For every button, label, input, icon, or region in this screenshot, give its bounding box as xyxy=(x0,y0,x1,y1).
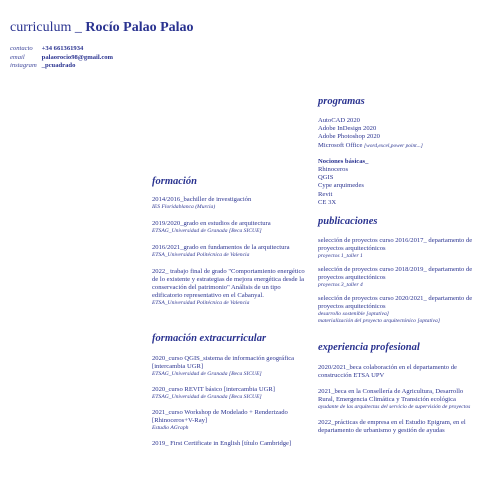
entry-title: 2019/2020_grado en estudios de arquitectura xyxy=(152,220,271,227)
contact-row-phone xyxy=(10,45,113,54)
entry-place: ETSA_Universidad Politécnica de Valencia xyxy=(152,252,250,258)
publicaciones-section xyxy=(318,216,476,325)
entry-title: 2020_curso QGIS_sistema de información geográfica [intercambia UGR] xyxy=(152,355,295,370)
programas-heading: programas xyxy=(318,96,365,107)
entry-place: IES Floridablanca (Murcia) xyxy=(152,204,216,210)
entry-title: 2016/2021_grado en fundamentos de la arquitectura xyxy=(152,244,290,251)
publicaciones-heading: publicaciones xyxy=(318,216,378,227)
entry-title: 2021_curso Workshop de Modelado + Renderizado [Rhinoceros+V-Ray] xyxy=(152,409,288,424)
experiencia-section xyxy=(318,342,476,435)
experiencia-entry xyxy=(318,388,476,411)
entry-title: 2014/2016_bachiller de investigación xyxy=(152,196,252,203)
entry-title: 2022_ trabajo final de grado "Comportamiento energético de lo existente y estrategias de mejora energética desde la conservación del patrimonio" Análisis de un tipo edificatorio representativo en el Cabanyal. xyxy=(152,268,305,299)
entry-title: 2020_curso REVIT básico [intercambia UGR] xyxy=(152,386,275,393)
entry-place: ETSAG_Universidad de Granada [Beca SICUE] xyxy=(152,394,262,400)
extra-entry xyxy=(152,409,312,432)
experiencia-entry xyxy=(318,419,476,435)
office-label: Microsoft Office xyxy=(318,141,363,149)
program-item-office xyxy=(318,142,476,150)
entry-title: selección de proyectos curso 2018/2019_ departamento de proyectos arquitectónicos xyxy=(318,266,473,281)
experiencia-entry xyxy=(318,364,476,380)
title-prefix: curriculum _ xyxy=(10,20,86,35)
contact-instagram: _pcuadrado xyxy=(41,62,76,70)
contact-label: contacto xyxy=(10,45,33,52)
extra-entry xyxy=(152,355,312,378)
publicacion-entry xyxy=(318,237,476,260)
program-item: Adobe Photoshop 2020 xyxy=(318,133,380,141)
formacion-entry xyxy=(152,268,312,307)
entry-place: ETSAG_Universidad de Granada [Beca SICUE] xyxy=(152,228,262,234)
person-name: Rocío Palao Palao xyxy=(85,20,194,35)
contact-phone: +34 661361934 xyxy=(41,45,84,52)
formacion-entry xyxy=(152,244,312,259)
entry-title: selección de proyectos curso 2016/2017_ departamento de proyectos arquitectónicos xyxy=(318,237,473,252)
entry-place: proyectos 1_taller 1 xyxy=(318,253,363,259)
program-item: AutoCAD 2020 xyxy=(318,117,360,124)
entry-place: materialización del proyecto arquitectónico [optativa] xyxy=(318,318,441,324)
entry-place: ETSA_Universidad Politécnica de Valencia xyxy=(152,300,250,306)
entry-title: selección de proyectos curso 2020/2021_ departamento de proyectos arquitectónicos xyxy=(318,295,473,310)
formacion-section xyxy=(152,176,312,307)
office-note: [word,excel,power point...] xyxy=(364,142,423,149)
entry-title: 2020/2021_beca colaboración en el departamento de construcción ETSA UPV xyxy=(318,364,457,379)
entry-place: ayudante de las arquitectas del servicio de supervisión de proyectos xyxy=(318,404,471,410)
extra-entry xyxy=(152,440,312,448)
entry-place: ETSAG_Universidad de Granada [Beca SICUE] xyxy=(152,371,262,377)
formacion-extra-section xyxy=(152,333,312,448)
programas-section xyxy=(318,96,476,207)
publicacion-entry xyxy=(318,295,476,325)
formacion-entry xyxy=(152,220,312,235)
contact-row-email xyxy=(10,54,113,63)
contact-email: palaorocio98@gmail.com xyxy=(41,53,114,61)
formacion-entry xyxy=(152,196,312,211)
contact-row-instagram xyxy=(10,62,113,71)
programas-list xyxy=(318,117,476,150)
entry-place: Estudio AGraph xyxy=(152,425,189,431)
nociones-item: QGIS xyxy=(318,174,334,182)
formacion-heading: formación xyxy=(152,176,197,187)
entry-place: proyectos 3_taller 4 xyxy=(318,282,363,288)
contact-block xyxy=(10,45,113,71)
nociones-heading: Nociones básicas_ xyxy=(318,157,369,165)
nociones-list xyxy=(318,158,476,207)
program-item: Adobe InDesign 2020 xyxy=(318,125,377,133)
entry-title: 2019_ First Certificate in English [título Cambridge] xyxy=(152,440,292,447)
nociones-item: Revit xyxy=(318,190,333,198)
extra-entry xyxy=(152,386,312,401)
entry-title: 2022_prácticas de empresa en el Estudio Epigram, en el departamento de urbanismo y gestión de ayudas xyxy=(318,419,466,434)
publicacion-entry xyxy=(318,266,476,289)
nociones-item: CE 3X xyxy=(318,198,337,206)
entry-place: desarrollo sostenible [optativa] xyxy=(318,311,389,317)
formacion-extra-heading: formación extracurricular xyxy=(152,333,267,344)
experiencia-heading: experiencia profesional xyxy=(318,342,420,353)
nociones-item: Rhinoceros xyxy=(318,166,349,174)
contact-label: instagram xyxy=(10,62,37,70)
contact-label: email xyxy=(10,53,25,61)
nociones-item: Cype arquimedes xyxy=(318,182,364,190)
document-title xyxy=(10,20,194,36)
entry-title: 2021_beca en la Consellería de Agricultura, Desarrollo Rural, Emergencia Climática y Transición ecológica xyxy=(318,388,464,403)
